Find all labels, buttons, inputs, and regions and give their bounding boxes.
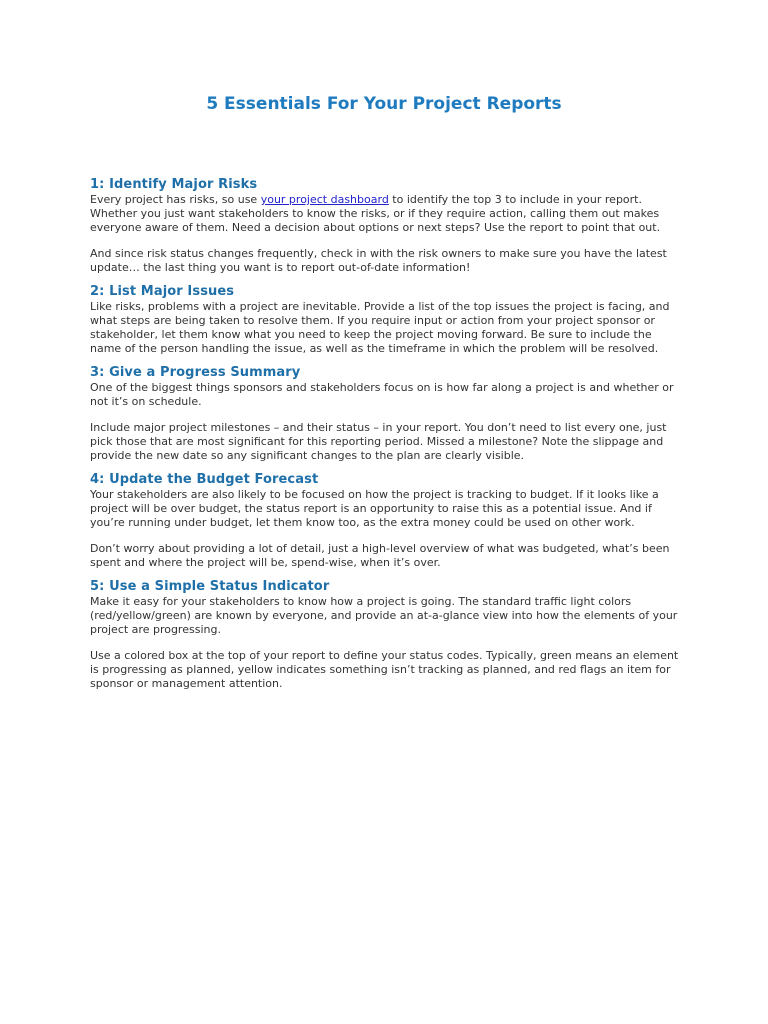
section-simple-status-indicator [90, 579, 680, 691]
section-paragraph: One of the biggest things sponsors and stakeholders focus on is how far along a project is and whether or not it’s on schedule. [90, 381, 674, 408]
paragraph-text: Every project has risks, so use [90, 193, 261, 206]
section-heading: 3: Give a Progress Summary [90, 365, 301, 380]
section-paragraph: And since risk status changes frequently, check in with the risk owners to make sure you have the latest update… the last thing you want is to report out-of-date information! [90, 247, 667, 274]
document-title: 5 Essentials For Your Project Reports [206, 94, 562, 114]
section-identify-major-risks [90, 177, 680, 275]
section-heading: 2: List Major Issues [90, 284, 235, 299]
paragraph-text: to identify the top 3 to include in your report. Whether you just want stakeholders to know the risks, or if they require action, calling them out makes everyone aware of them. Need a decision about options or next steps? Use the report to point that out. [90, 193, 661, 234]
section-paragraph: Your stakeholders are also likely to be focused on how the project is tracking to budget. If it looks like a project will be over budget, the status report is an opportunity to raise this as a potential issue. And if you’re running under budget, let them know too, as the extra money could be used on other work. [90, 488, 659, 529]
section-heading: 5: Use a Simple Status Indicator [90, 579, 330, 594]
section-heading: 1: Identify Major Risks [90, 177, 258, 192]
document-body [90, 177, 680, 700]
section-paragraph: Make it easy for your stakeholders to know how a project is going. The standard traffic light colors (red/yellow/green) are known by everyone, and provide an at-a-glance view into how the elements of your project are progressing. [90, 595, 678, 636]
section-update-budget-forecast [90, 472, 680, 570]
section-heading: 4: Update the Budget Forecast [90, 472, 319, 487]
project-dashboard-link[interactable]: your project dashboard [260, 193, 389, 206]
section-paragraph: Don’t worry about providing a lot of detail, just a high-level overview of what was budgeted, what’s been spent and where the project will be, spend-wise, when it’s over. [90, 542, 670, 569]
section-list-major-issues [90, 284, 680, 356]
section-give-progress-summary [90, 365, 680, 463]
section-paragraph: Use a colored box at the top of your report to define your status codes. Typically, green means an element is progressing as planned, yellow indicates something isn’t tracking as planned, and red flags an item for sponsor or management attention. [90, 649, 679, 690]
section-paragraph [90, 193, 680, 235]
section-paragraph: Include major project milestones – and their status – in your report. You don’t need to list every one, just pick those that are most significant for this reporting period. Missed a milestone? Note the slippage and provide the new date so any significant changes to the plan are clearly visible. [90, 421, 667, 462]
section-paragraph: Like risks, problems with a project are inevitable. Provide a list of the top issues the project is facing, and what steps are being taken to resolve them. If you require input or action from your project sponsor or stakeholder, let them know what you need to keep the project moving forward. Be sure to include the name of the person handling the issue, as well as the timeframe in which the problem will be resolved. [90, 300, 670, 355]
